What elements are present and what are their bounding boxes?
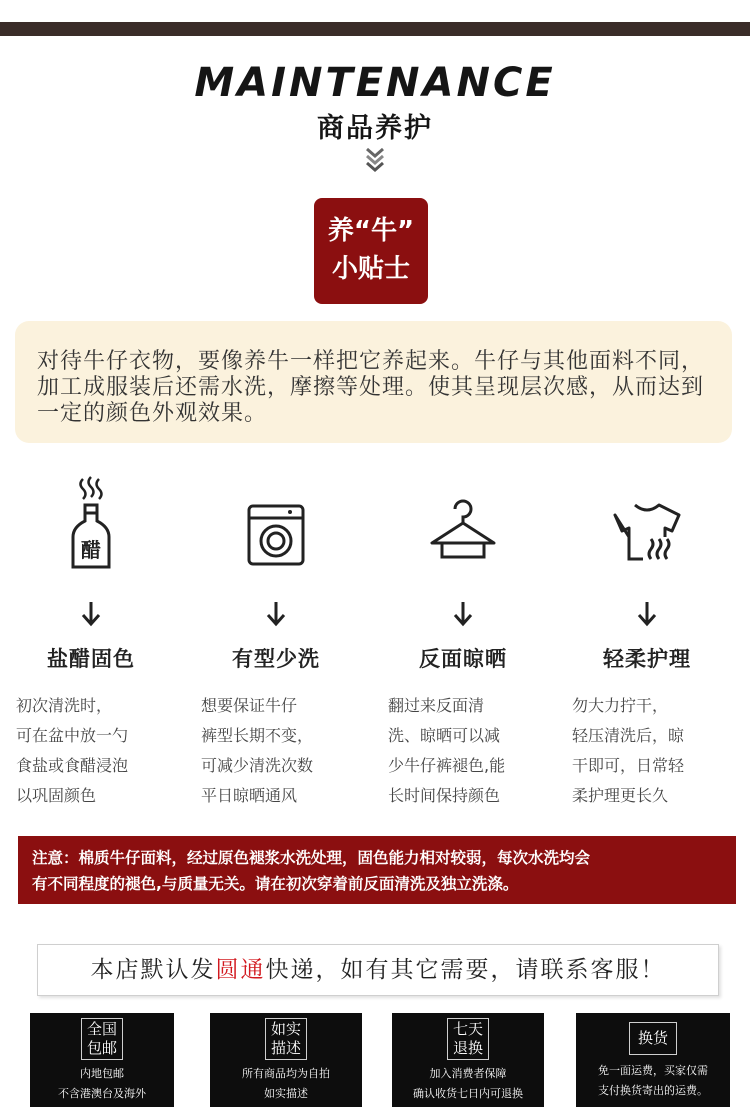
tips-badge: [314, 198, 428, 304]
arrow-down-icon: [80, 601, 102, 627]
notice-line-2: 有不同程度的褪色,与质量无关。请在初次穿着前反面清洗及独立洗涤。: [32, 875, 519, 893]
tip-card-care: [572, 475, 722, 811]
tip-card-vinegar: [16, 475, 166, 811]
service-desc: [210, 1064, 362, 1104]
service-label-box: [81, 1018, 123, 1060]
tip-description: 想要保证牛仔 裤型长期不变， 可减少清洗次数 平日晾晒通风: [201, 696, 314, 805]
arrow-down-icon: [636, 601, 658, 627]
shirt-steam-icon: [609, 475, 685, 575]
service-label-line1: 全国: [86, 1020, 117, 1038]
tip-description: 勿大力拧干， 轻压清洗后，晾 干即可，日常轻 柔护理更长久: [572, 696, 685, 805]
service-desc: [30, 1064, 174, 1104]
service-desc: [576, 1061, 730, 1101]
service-label-box: [265, 1018, 307, 1060]
service-desc-line2: 确认收货七日内可退换: [413, 1087, 523, 1100]
tip-title: 有型少洗: [232, 647, 320, 671]
service-label-line2: 描述: [270, 1039, 301, 1057]
washing-notice: [18, 836, 736, 904]
service-desc-line1: 所有商品均为自拍: [242, 1067, 330, 1080]
courier-banner: [37, 944, 719, 996]
washing-machine-icon: [246, 475, 306, 575]
service-desc-line1: 加入消费者保障: [429, 1067, 507, 1080]
intro-panel: [15, 321, 732, 443]
service-seven-day-return: [392, 1013, 544, 1107]
service-desc-line2: 如实描述: [264, 1087, 308, 1100]
service-label-box: [629, 1022, 677, 1055]
vinegar-bottle-label: 醋: [81, 538, 101, 562]
tip-card-wash: [201, 475, 351, 811]
service-label-line1: 如实: [270, 1020, 301, 1038]
notice-line-1: 注意：棉质牛仔面料，经过原色褪浆水洗处理，固色能力相对较弱，每次水洗均会: [32, 849, 591, 867]
tip-title: 轻柔护理: [603, 647, 691, 671]
service-accurate-description: [210, 1013, 362, 1107]
page-title-english: MAINTENANCE: [194, 60, 556, 106]
tips-badge-line2: 小贴士: [331, 254, 410, 284]
hanger-icon: [428, 475, 498, 575]
top-bar: [0, 22, 750, 36]
tip-description: 翻过来反面清 洗、晾晒可以减 少牛仔裤褪色,能 长时间保持颜色: [388, 696, 506, 805]
page-title-chinese: 商品养护: [317, 113, 433, 144]
tip-title: 反面晾晒: [419, 647, 507, 671]
service-desc-line2: 支付换货寄出的运费。: [598, 1084, 708, 1097]
service-free-shipping: [30, 1013, 174, 1107]
service-label-line2: 包邮: [86, 1039, 117, 1057]
courier-name: 圆通: [215, 957, 266, 983]
service-label-box: [447, 1018, 489, 1060]
service-desc: [392, 1064, 544, 1104]
service-desc-line2: 不含港澳台及海外: [58, 1087, 146, 1100]
tip-description: 初次清洗时， 可在盆中放一勺 食盐或食醋浸泡 以巩固颜色: [16, 696, 129, 805]
tips-badge-line1: 养“牛”: [327, 216, 415, 246]
intro-text: 对待牛仔衣物，要像养牛一样把它养起来。牛仔与其他面料不同，加工成服装后还需水洗，摩擦等处理。使其呈现层次感，从而达到一定的颜色外观效果。: [37, 349, 705, 426]
courier-text-after: 快递，如有其它需要，请联系客服！: [265, 957, 666, 983]
arrow-down-icon: [452, 601, 474, 627]
service-label-line2: 退换: [452, 1039, 483, 1057]
chevron-down-icon: [363, 147, 387, 173]
tip-title: 盐醋固色: [47, 647, 135, 671]
courier-text-before: 本店默认发: [90, 957, 216, 983]
service-desc-line1: 内地包邮: [80, 1067, 124, 1080]
service-exchange: [576, 1013, 730, 1107]
service-label-line1: 换货: [637, 1029, 668, 1047]
vinegar-bottle-icon: [61, 475, 121, 575]
tip-card-hanger: [388, 475, 538, 811]
service-label-line1: 七天: [452, 1020, 483, 1038]
service-desc-line1: 免一面运费，买家仅需: [598, 1064, 708, 1077]
arrow-down-icon: [265, 601, 287, 627]
